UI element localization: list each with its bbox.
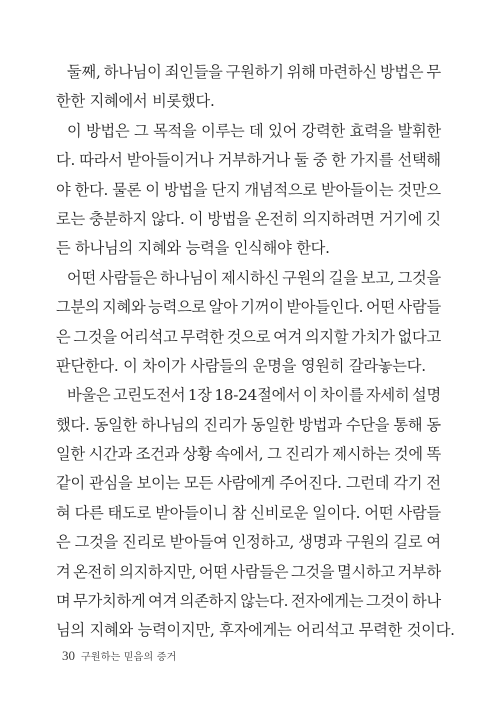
word: 속에서,	[215, 445, 264, 464]
word: 방법은	[379, 63, 424, 81]
word: 바울은	[67, 386, 111, 405]
text-line	[56, 264, 441, 293]
word: 각기	[393, 474, 423, 493]
word: 무	[426, 63, 441, 81]
word: 그분의	[56, 298, 100, 317]
word: 받아들인다.	[286, 298, 364, 317]
word: 한	[331, 151, 346, 170]
word: 태도로	[107, 503, 152, 522]
word: 여	[426, 533, 441, 552]
word: 어떤	[365, 298, 395, 317]
word: 어떤	[198, 562, 228, 581]
word: 동일한	[93, 415, 138, 434]
word: 않는다.	[240, 592, 289, 611]
word: 은	[56, 327, 71, 346]
word: 진리가	[203, 415, 247, 434]
word: 한다.	[74, 180, 109, 199]
word: 위해	[286, 63, 316, 81]
text-line	[56, 381, 441, 410]
word: 1장	[187, 386, 212, 405]
word: 깃	[426, 209, 441, 228]
word: 길을	[328, 268, 358, 287]
word: 어떤	[67, 268, 96, 287]
text-line	[56, 558, 441, 587]
word: 구원하기	[225, 63, 284, 81]
word: 있어	[268, 121, 298, 140]
word: 가지를	[349, 151, 394, 170]
word: 사람에게	[217, 474, 276, 493]
word: 제시하는	[332, 445, 391, 464]
word: 가치가	[351, 327, 395, 346]
word: 것만으	[397, 180, 441, 199]
word: 방법을	[207, 209, 251, 228]
word: 능력으로	[148, 298, 207, 317]
word: 하나	[412, 592, 441, 611]
word: 것으로	[226, 327, 271, 346]
word: 것에	[393, 445, 423, 464]
word: 효력을	[349, 121, 394, 140]
word: 어떤	[364, 503, 394, 522]
word: 개념적으로	[244, 180, 317, 199]
word: 인정하고,	[231, 533, 295, 552]
word: 여겨	[148, 592, 178, 611]
word: 하나님의	[141, 415, 200, 434]
word: 그것이	[365, 592, 410, 611]
word: 구원의	[345, 533, 390, 552]
word: 야	[56, 180, 71, 199]
word: 알아	[208, 298, 238, 317]
word: 멸시하고	[337, 562, 395, 581]
text-line	[56, 293, 441, 322]
word: 전	[426, 474, 441, 493]
word: 참	[231, 503, 247, 522]
word: 방법을	[163, 180, 208, 199]
word: 무력한	[180, 327, 224, 346]
word: 다.	[56, 151, 76, 170]
word: 그런데	[345, 474, 390, 493]
word: 선택해	[397, 151, 441, 170]
text-line	[56, 117, 441, 146]
word: 그것을	[74, 533, 119, 552]
word: 않다.	[151, 209, 185, 228]
word: 그	[267, 445, 282, 464]
word: 발휘한	[397, 121, 441, 140]
word: 받아들여	[169, 533, 228, 552]
word: 자세히	[366, 386, 410, 405]
word: 따라서	[79, 151, 123, 170]
word: 사람들은	[99, 268, 157, 287]
text-line	[56, 499, 441, 528]
text-line	[56, 587, 441, 616]
word: 없다고	[397, 327, 441, 346]
word: 구원의	[282, 268, 326, 287]
word: 주어진다.	[279, 474, 342, 493]
word: 로는	[56, 209, 85, 228]
word: 의지하지만,	[119, 562, 197, 581]
word: 상황	[182, 445, 212, 464]
word: 통해	[393, 415, 423, 434]
word: 물론	[112, 180, 142, 199]
word: 기꺼이	[240, 298, 284, 317]
text-line	[56, 205, 441, 234]
word: 제시하신	[221, 268, 280, 287]
word: 온전히	[254, 209, 299, 228]
word: 거부하거나	[217, 151, 291, 170]
text-line: 든 하나님의 지혜와 능력을 인식해야 한다.	[56, 239, 330, 258]
word: 의존하지	[179, 592, 238, 611]
word: 그것을	[397, 268, 441, 287]
word: 동	[426, 415, 441, 434]
text-line	[56, 469, 441, 498]
word: 동일한	[250, 415, 295, 434]
word: 마련하신	[318, 63, 377, 81]
text-line	[56, 411, 441, 440]
word: 데	[249, 121, 264, 140]
word: 거기에	[378, 209, 423, 228]
word: 방법과	[298, 415, 342, 434]
word: 하나님이	[160, 268, 219, 287]
word: 목적을	[153, 121, 197, 140]
word: 생명과	[298, 533, 342, 552]
word: 온전히	[73, 562, 117, 581]
word: 수단을	[345, 415, 390, 434]
word: 했다.	[56, 415, 90, 434]
word: 그	[134, 121, 149, 140]
word: 모든	[184, 474, 214, 493]
text-line	[56, 176, 441, 205]
word: 단지	[211, 180, 241, 199]
word: 거부하	[397, 562, 441, 581]
word: 차이를	[320, 386, 364, 405]
text-line	[56, 146, 441, 175]
text-line	[56, 323, 441, 352]
word: 여겨	[273, 327, 303, 346]
word: 고린도전서	[112, 386, 186, 405]
word: 겨	[56, 562, 71, 581]
page-footer	[62, 648, 177, 664]
word: 둘째,	[67, 63, 101, 81]
text-line	[56, 58, 441, 87]
word: 진리가	[285, 445, 329, 464]
word: 그것을	[73, 327, 117, 346]
word: 사람들은	[230, 562, 289, 581]
word: 무가치하게	[73, 592, 146, 611]
word: 죄인들을	[164, 63, 223, 81]
word: 시간과	[88, 445, 133, 464]
text-line: 판단한다. 이 차이가 사람들의 운명을 영원히 갈라놓는다.	[56, 356, 426, 375]
word: 혀	[56, 503, 71, 522]
word: 이	[145, 180, 160, 199]
word: 충분하지	[89, 209, 147, 228]
running-title: 구원하는 믿음의 증거	[81, 652, 177, 663]
text-line: 한한 지혜에서 비롯했다.	[56, 92, 215, 111]
word: 이	[188, 209, 204, 228]
word: 일한	[56, 445, 85, 464]
word: 이	[67, 121, 82, 140]
word: 사람들	[397, 298, 441, 317]
word: 같이	[56, 474, 85, 493]
word: 받아들이는	[321, 180, 394, 199]
text-line	[56, 440, 441, 469]
word: 진리로	[122, 533, 166, 552]
word: 일이다.	[312, 503, 361, 522]
word: 보이는	[136, 474, 181, 493]
body-text	[56, 58, 455, 646]
word: 의지할	[304, 327, 349, 346]
word: 어리석고	[119, 327, 178, 346]
text-line: 님의 지혜와 능력이지만, 후자에게는 어리석고 무력한 것이다.	[56, 621, 455, 640]
word: 이	[303, 386, 318, 405]
word: 며	[56, 592, 71, 611]
word: 보고,	[360, 268, 395, 287]
word: 그것을	[290, 562, 335, 581]
word: 길로	[393, 533, 423, 552]
word: 받아들이니	[155, 503, 228, 522]
word: 전자에게는	[290, 592, 364, 611]
word: 설명	[411, 386, 441, 405]
word: 하나님이	[103, 63, 162, 81]
page-number: 30	[62, 648, 75, 663]
word: 다른	[74, 503, 104, 522]
word: 사람들	[397, 503, 441, 522]
word: 강력한	[301, 121, 346, 140]
word: 중	[312, 151, 328, 170]
word: 둘	[294, 151, 309, 170]
text-line	[56, 528, 441, 557]
word: 18-24절에서	[214, 386, 301, 405]
word: 은	[56, 533, 71, 552]
word: 관심을	[89, 474, 133, 493]
word: 지혜와	[102, 298, 146, 317]
word: 신비로운	[250, 503, 309, 522]
word: 조건과	[135, 445, 180, 464]
word: 의지하려면	[302, 209, 375, 228]
word: 이루는	[201, 121, 245, 140]
word: 방법은	[86, 121, 130, 140]
word: 받아들이거나	[126, 151, 214, 170]
word: 똑	[426, 445, 441, 464]
